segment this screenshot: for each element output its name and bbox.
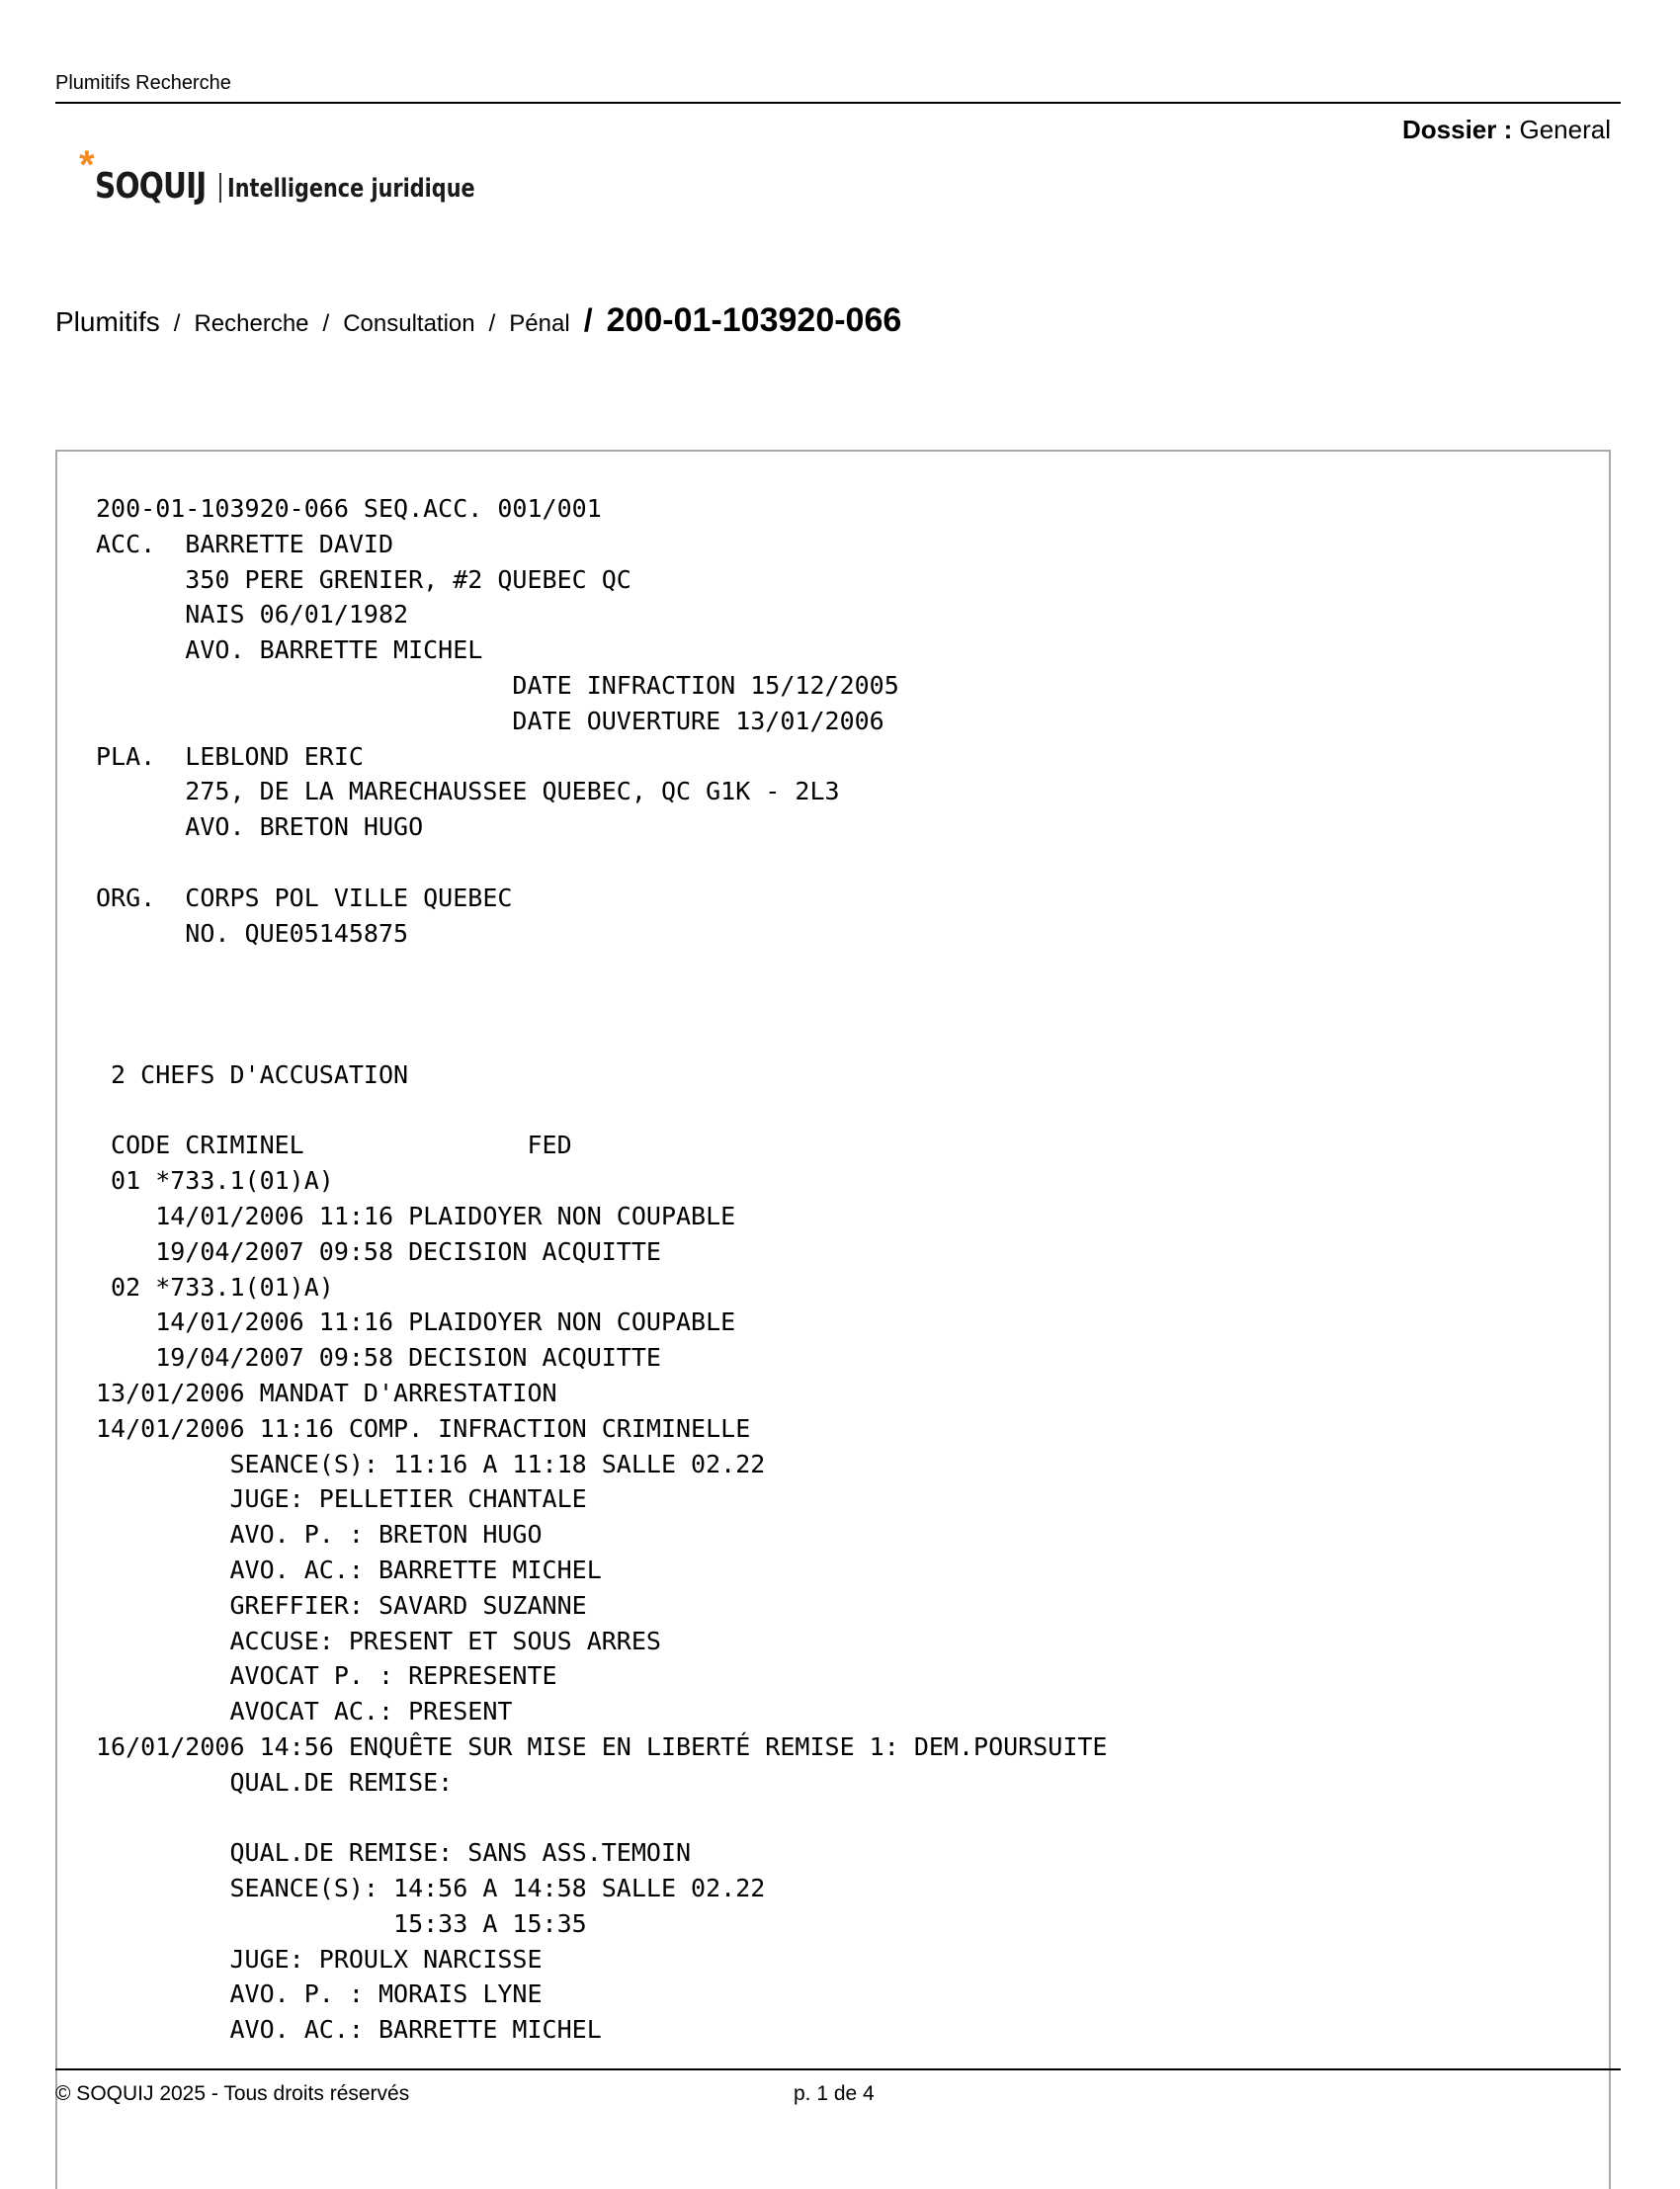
- record-line: AVO. AC.: BARRETTE MICHEL: [96, 2015, 602, 2045]
- record-line: 19/04/2007 09:58 DECISION ACQUITTE: [96, 1343, 661, 1373]
- logo-tagline: Intelligence juridique: [227, 174, 475, 204]
- record-line: AVO. P. : BRETON HUGO: [96, 1520, 543, 1550]
- record-line: SEANCE(S): 14:56 A 14:58 SALLE 02.22: [96, 1874, 766, 1903]
- record-line: QUAL.DE REMISE: SANS ASS.TEMOIN: [96, 1838, 692, 1868]
- logo-asterisk-icon: *: [79, 143, 95, 187]
- record-line: 14/01/2006 11:16 PLAIDOYER NON COUPABLE: [96, 1201, 736, 1230]
- footer-divider: [55, 2068, 1621, 2070]
- dossier-value: General: [1519, 115, 1611, 144]
- record-line: ACCUSE: PRESENT ET SOUS ARRES: [96, 1626, 661, 1655]
- record-line: QUAL.DE REMISE:: [96, 1767, 454, 1797]
- footer-page-number: p. 1 de 4: [794, 2082, 875, 2105]
- record-line: 350 PERE GRENIER, #2 QUEBEC QC: [96, 564, 631, 594]
- record-line: 14/01/2006 11:16 COMP. INFRACTION CRIMINELLE: [96, 1413, 751, 1443]
- record-line: DATE OUVERTURE 13/01/2006: [96, 706, 884, 735]
- record-line: ORG. CORPS POL VILLE QUEBEC: [96, 883, 513, 912]
- record-line: 15:33 A 15:35: [96, 1908, 587, 1938]
- record-line: 19/04/2007 09:58 DECISION ACQUITTE: [96, 1236, 661, 1266]
- plumitif-record-text: [96, 491, 1108, 2048]
- record-line: 01 *733.1(01)A): [96, 1166, 334, 1196]
- breadcrumb-separator: /: [583, 302, 593, 338]
- breadcrumb-current-file-number: 200-01-103920-066: [606, 301, 902, 339]
- breadcrumb-separator: /: [173, 310, 181, 337]
- logo-separator: [219, 173, 221, 203]
- dossier-label: Dossier :: [1402, 115, 1513, 144]
- breadcrumb: [55, 301, 901, 340]
- record-line: AVO. AC.: BARRETTE MICHEL: [96, 1555, 602, 1584]
- record-line: 16/01/2006 14:56 ENQUÊTE SUR MISE EN LIBERTÉ REMISE 1: DEM.POURSUITE: [96, 1731, 1108, 1761]
- record-line: PLA. LEBLOND ERIC: [96, 741, 364, 771]
- record-line: AVO. P. : MORAIS LYNE: [96, 1979, 543, 2009]
- record-line: 275, DE LA MARECHAUSSEE QUEBEC, QC G1K - 2L3: [96, 777, 840, 806]
- record-line: 2 CHEFS D'ACCUSATION: [96, 1059, 409, 1089]
- record-line: SEANCE(S): 11:16 A 11:18 SALLE 02.22: [96, 1449, 766, 1478]
- breadcrumb-item-penal[interactable]: Pénal: [509, 310, 570, 337]
- record-line: 200-01-103920-066 SEQ.ACC. 001/001: [96, 494, 602, 523]
- record-line: 14/01/2006 11:16 PLAIDOYER NON COUPABLE: [96, 1307, 736, 1337]
- record-line: DATE INFRACTION 15/12/2005: [96, 670, 899, 700]
- record-line: 13/01/2006 MANDAT D'ARRESTATION: [96, 1378, 557, 1407]
- record-line: AVO. BRETON HUGO: [96, 812, 424, 842]
- record-line: CODE CRIMINEL FED: [96, 1131, 572, 1160]
- record-line: JUGE: PELLETIER CHANTALE: [96, 1484, 587, 1514]
- record-line: JUGE: PROULX NARCISSE: [96, 1944, 543, 1974]
- page-header-title: Plumitifs Recherche: [55, 72, 231, 94]
- breadcrumb-item-consultation[interactable]: Consultation: [343, 310, 475, 337]
- breadcrumb-item-plumitifs[interactable]: Plumitifs: [55, 306, 160, 337]
- record-line: NAIS 06/01/1982: [96, 600, 409, 630]
- header-divider: [55, 102, 1621, 104]
- breadcrumb-separator: /: [322, 310, 330, 337]
- record-line: GREFFIER: SAVARD SUZANNE: [96, 1590, 587, 1620]
- record-line: AVOCAT P. : REPRESENTE: [96, 1661, 557, 1691]
- dossier-indicator: [1402, 114, 1611, 145]
- record-line: 02 *733.1(01)A): [96, 1272, 334, 1302]
- breadcrumb-item-recherche[interactable]: Recherche: [194, 310, 309, 337]
- footer-copyright: © SOQUIJ 2025 - Tous droits réservés: [55, 2082, 410, 2105]
- logo-name: SOQUIJ: [95, 166, 207, 207]
- record-line: AVO. BARRETTE MICHEL: [96, 635, 483, 665]
- record-line: NO. QUE05145875: [96, 918, 409, 948]
- record-line: AVOCAT AC.: PRESENT: [96, 1697, 513, 1726]
- record-line: ACC. BARRETTE DAVID: [96, 529, 394, 558]
- breadcrumb-separator: /: [488, 310, 496, 337]
